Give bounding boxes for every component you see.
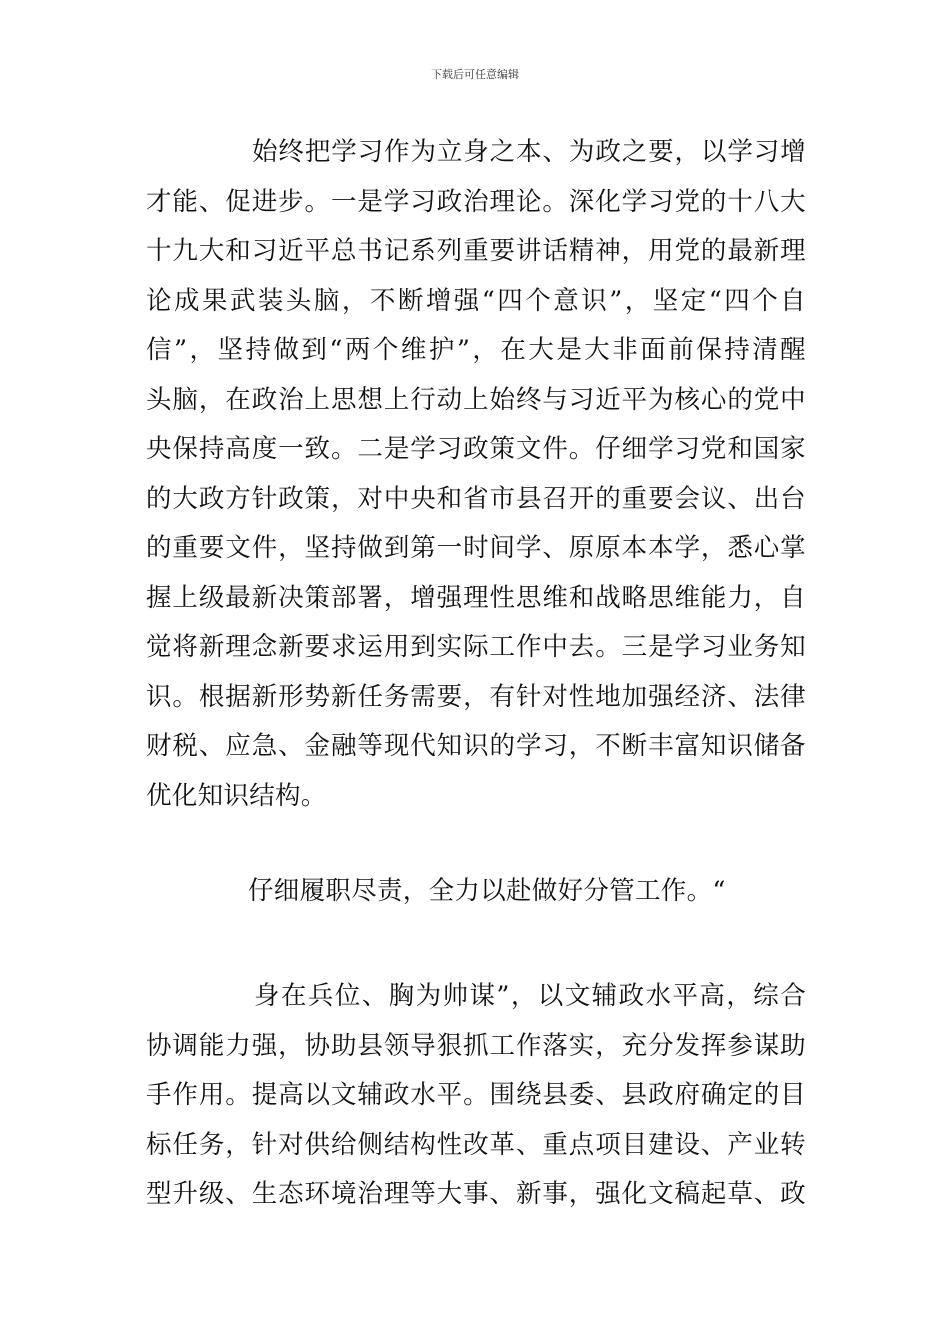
paragraph-line: 财税、应急、金融等现代知识的学习，不断丰富知识储备 bbox=[146, 731, 806, 761]
paragraph-line: 十九大和习近平总书记系列重要讲话精神，用党的最新理 bbox=[146, 236, 806, 266]
paragraph-line: 手作用。提高以文辅政水平。围绕县委、县政府确定的目 bbox=[146, 1080, 806, 1110]
paragraph-line: 央保持高度一致。二是学习政策文件。仔细学习党和国家 bbox=[146, 434, 806, 464]
paragraph-line: 标任务，针对供给侧结构性改革、重点项目建设、产业转 bbox=[146, 1129, 806, 1160]
paragraph-line: 信”，坚持做到“两个维护”，在大是大非面前保持清醒 bbox=[146, 335, 806, 365]
paragraph-study bbox=[146, 128, 806, 821]
paragraph-line: 的重要文件，坚持做到第一时间学、原原本本学，悉心掌 bbox=[146, 533, 806, 563]
download-note: 下载后可任意编辑 bbox=[431, 68, 519, 81]
paragraph-line: 优化知识结构。 bbox=[146, 780, 327, 811]
paragraph-line: 头脑，在政治上思想上行动上始终与习近平为核心的党中 bbox=[146, 384, 806, 415]
paragraph-line: 协调能力强，协助县领导狠抓工作落实，充分发挥参谋助 bbox=[146, 1030, 806, 1061]
paragraph-line: 始终把学习作为立身之本、为政之要，以学习增 bbox=[252, 137, 806, 167]
paragraph-line: 握上级最新决策部署，增强理性思维和战略思维能力，自 bbox=[146, 582, 806, 613]
paragraph-line: 觉将新理念新要求运用到实际工作中去。三是学习业务知 bbox=[146, 632, 806, 662]
paragraph-line: 才能、促进步。一是学习政治理论。深化学习党的十八大 bbox=[146, 186, 806, 217]
paragraph-line: 识。根据新形势新任务需要，有针对性地加强经济、法律 bbox=[146, 681, 806, 712]
paragraph-duties bbox=[146, 972, 806, 1220]
paragraph-line: 身在兵位、胸为帅谋”，以文辅政水平高，综合 bbox=[254, 981, 806, 1011]
section-heading: 仔细履职尽责，全力以赴做好分管工作。“ bbox=[248, 876, 726, 906]
paragraph-line: 的大政方针政策，对中央和省市县召开的重要会议、出台 bbox=[146, 483, 806, 514]
paragraph-line: 论成果武装头脑，不断增强“四个意识”，坚定“四个自 bbox=[146, 285, 806, 316]
paragraph-line: 型升级、生态环境治理等大事、新事，强化文稿起草、政 bbox=[146, 1179, 806, 1209]
